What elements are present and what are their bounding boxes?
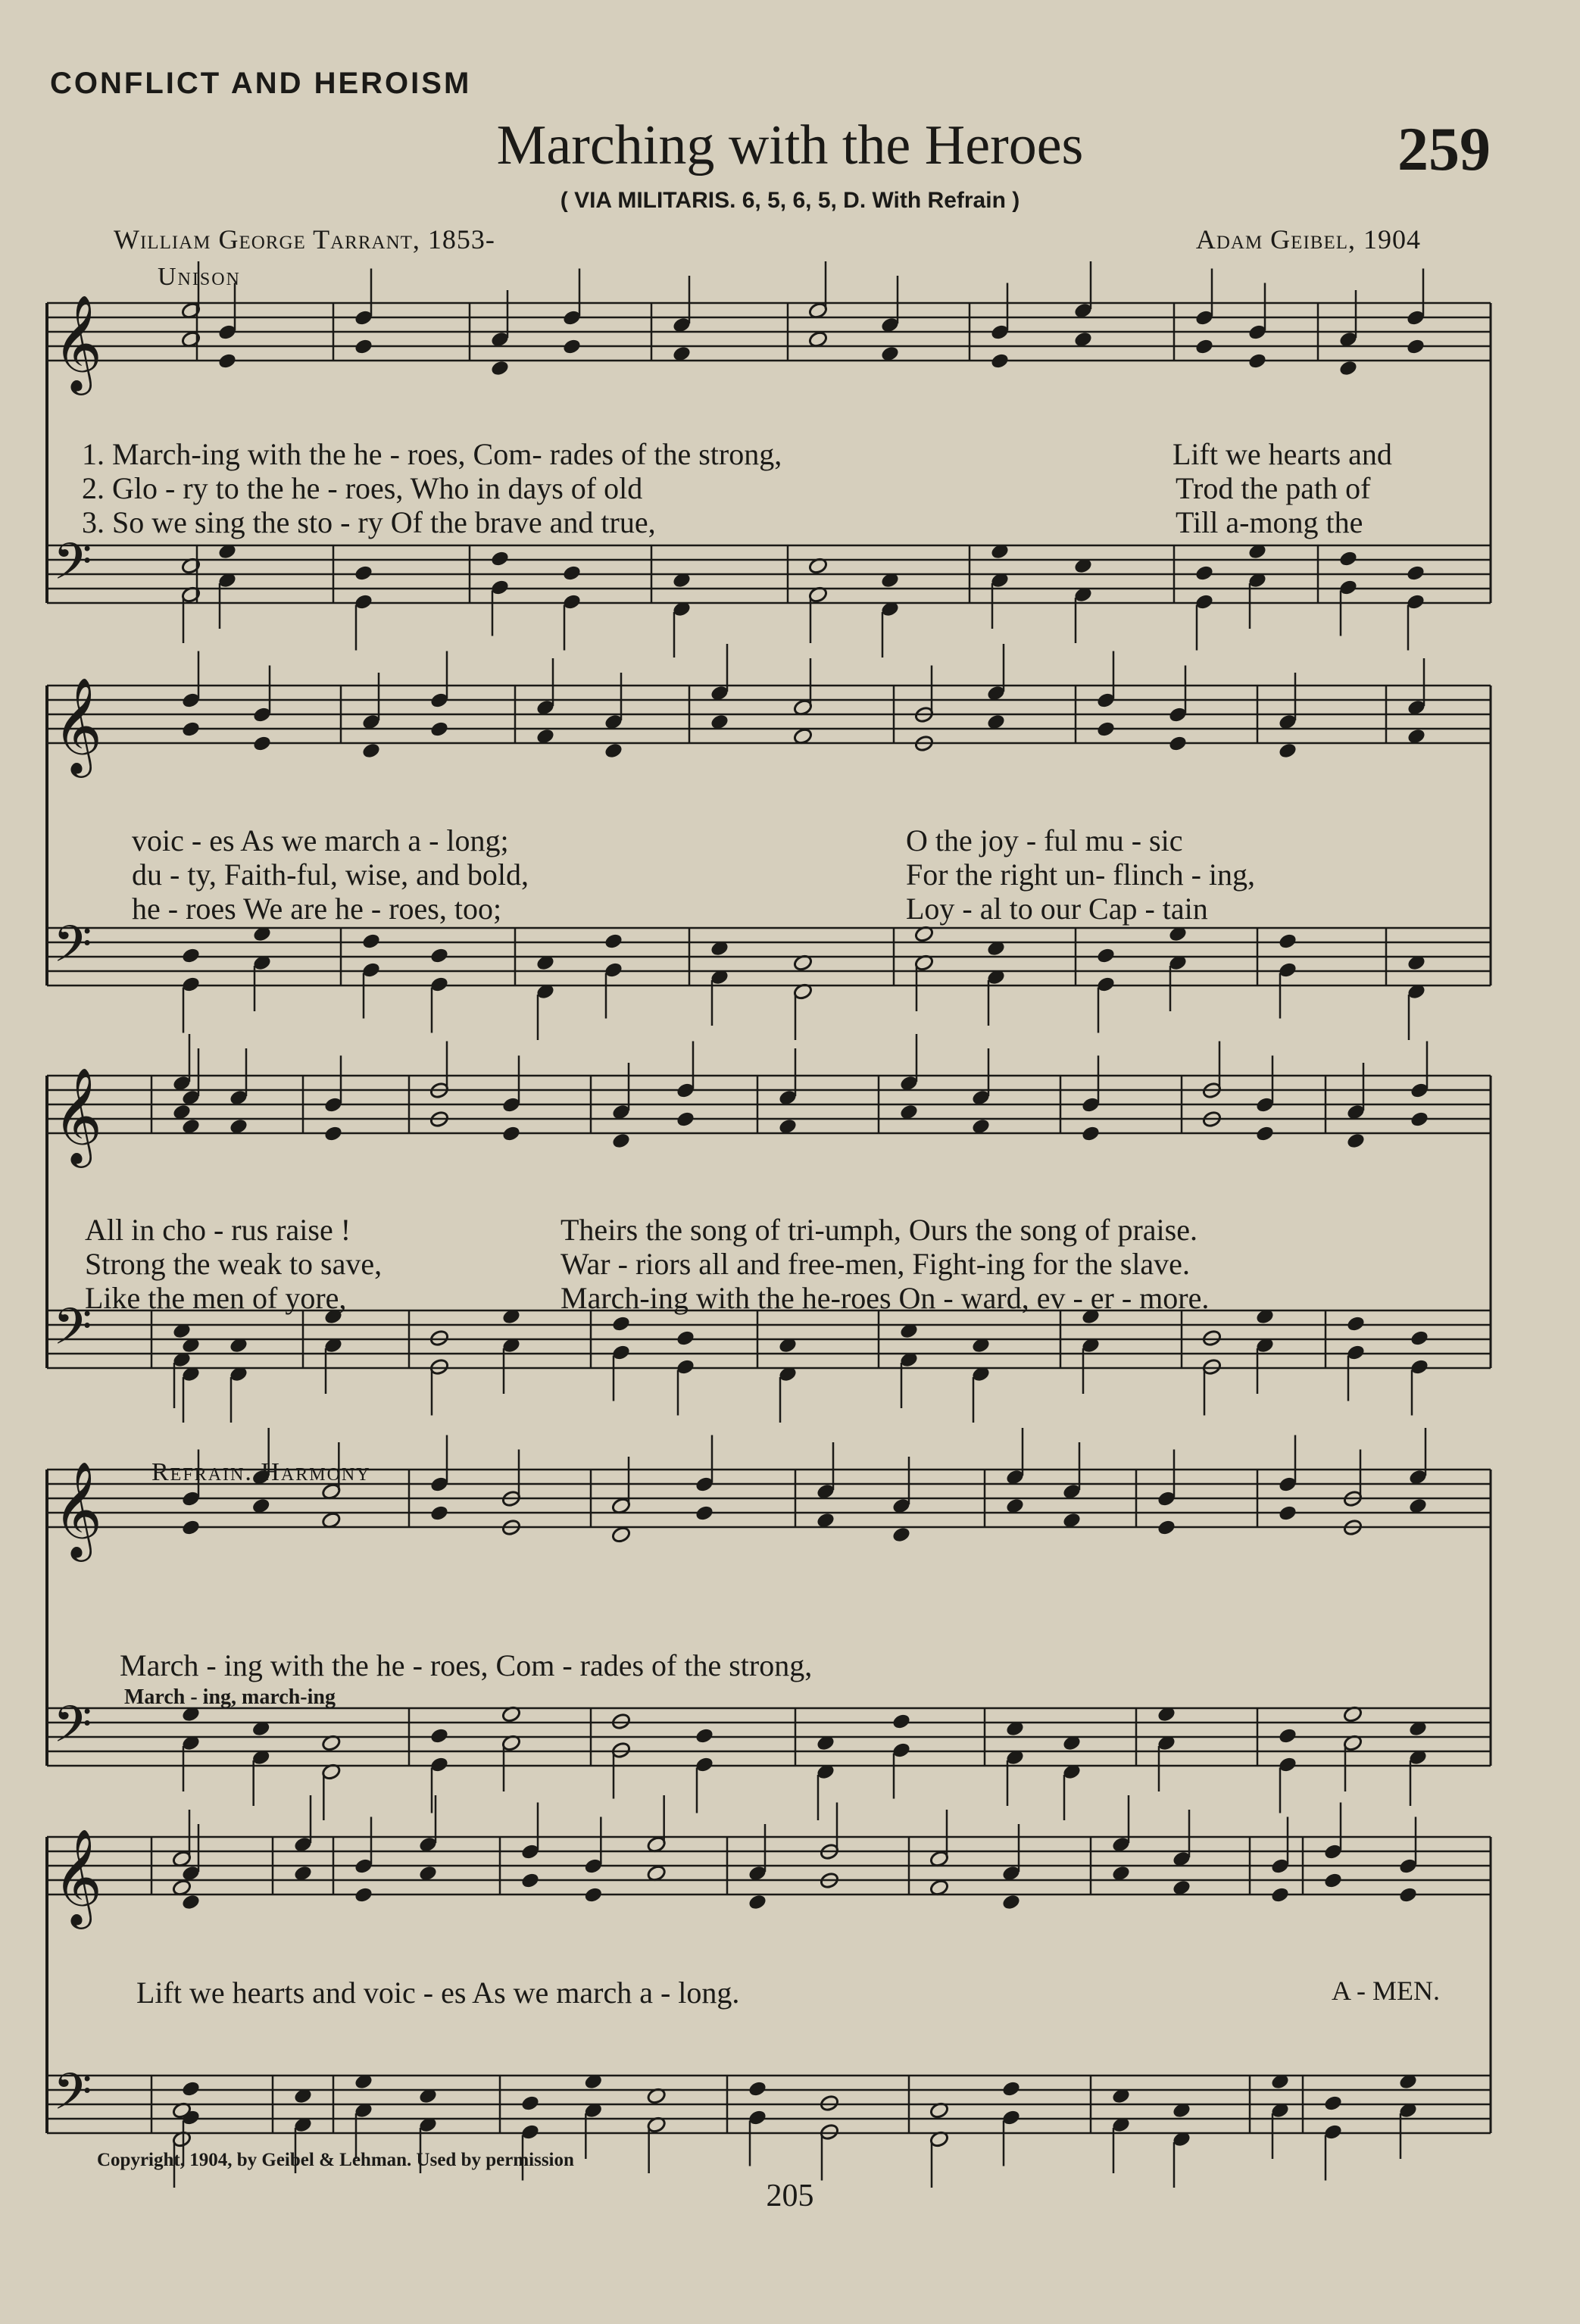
page-number: 205 (766, 2179, 814, 2213)
svg-text:𝄞: 𝄞 (53, 676, 103, 773)
svg-text:𝄞: 𝄞 (53, 1828, 103, 1925)
svg-text:𝄞: 𝄞 (53, 294, 103, 391)
lyric-line-1-verse-2: 2. Glo - ry to the he - roes, Who in days of old (82, 471, 643, 505)
tune-name: ( VIA MILITARIS. 6, 5, 6, 5, D. With Refrain ) (560, 188, 1020, 213)
svg-text:𝄞: 𝄞 (53, 1067, 103, 1164)
svg-text:𝄢: 𝄢 (53, 533, 92, 603)
lyric-line-1-verse-1-end: Lift we hearts and (1173, 437, 1392, 471)
copyright-notice: Copyright, 1904, by Geibel & Lehman. Used by permission (97, 2150, 574, 2170)
lyric-line-3-verse-3-end: March-ing with the he-roes On - ward, ev - er - more. (560, 1281, 1210, 1315)
refrain-marking: Refrain. Harmony (151, 1458, 371, 1486)
hymn-number: 259 (1397, 114, 1491, 183)
refrain-lyric-2: Lift we hearts and voic - es As we march a - long. (136, 1976, 740, 2010)
svg-text:𝄢: 𝄢 (53, 1298, 92, 1368)
hymn-title: Marching with the Heroes (496, 114, 1084, 176)
lyric-line-1-verse-3-end: Till a-mong the (1176, 505, 1363, 539)
lyric-line-3-verse-3: Like the men of yore, (85, 1281, 347, 1315)
section-heading: CONFLICT AND HEROISM (50, 67, 472, 100)
svg-text:𝄞: 𝄞 (53, 1460, 103, 1557)
unison-marking: Unison (158, 263, 241, 291)
lyric-line-1-verse-1: 1. March-ing with the he - roes, Com- rades of the strong, (82, 437, 782, 471)
refrain-echo-lyric: March - ing, march-ing (124, 1685, 336, 1709)
lyric-line-2-verse-1: voic - es As we march a - long; (132, 823, 509, 857)
refrain-lyric-1: March - ing with the he - roes, Com - rades of the strong, (120, 1648, 813, 1682)
lyric-line-2-verse-3: he - roes We are he - roes, too; (132, 892, 502, 926)
lyric-line-2-verse-3-end: Loy - al to our Cap - tain (906, 892, 1208, 926)
lyric-line-2-verse-2: du - ty, Faith-ful, wise, and bold, (132, 857, 529, 892)
lyric-line-1-verse-2-end: Trod the path of (1176, 471, 1371, 505)
lyric-line-3-verse-1-end: Theirs the song of tri-umph, Ours the song of praise. (560, 1213, 1197, 1247)
svg-text:𝄢: 𝄢 (53, 2063, 92, 2133)
author-credit: William George Tarrant, 1853- (114, 224, 495, 255)
svg-text:𝄢: 𝄢 (53, 915, 92, 986)
lyric-line-2-verse-2-end: For the right un- flinch - ing, (906, 857, 1256, 892)
lyric-line-3-verse-2-end: War - riors all and free-men, Fight-ing for the slave. (560, 1247, 1190, 1281)
composer-credit: Adam Geibel, 1904 (1195, 224, 1421, 255)
lyric-line-2-verse-1-end: O the joy - ful mu - sic (906, 823, 1183, 857)
lyric-line-3-verse-2: Strong the weak to save, (85, 1247, 383, 1281)
lyric-line-3-verse-1: All in cho - rus raise ! (85, 1213, 351, 1247)
lyric-line-1-verse-3: 3. So we sing the sto - ry Of the brave and true, (82, 505, 656, 539)
svg-text:𝄢: 𝄢 (53, 1695, 92, 1766)
amen-lyric: A - MEN. (1332, 1976, 1440, 2006)
